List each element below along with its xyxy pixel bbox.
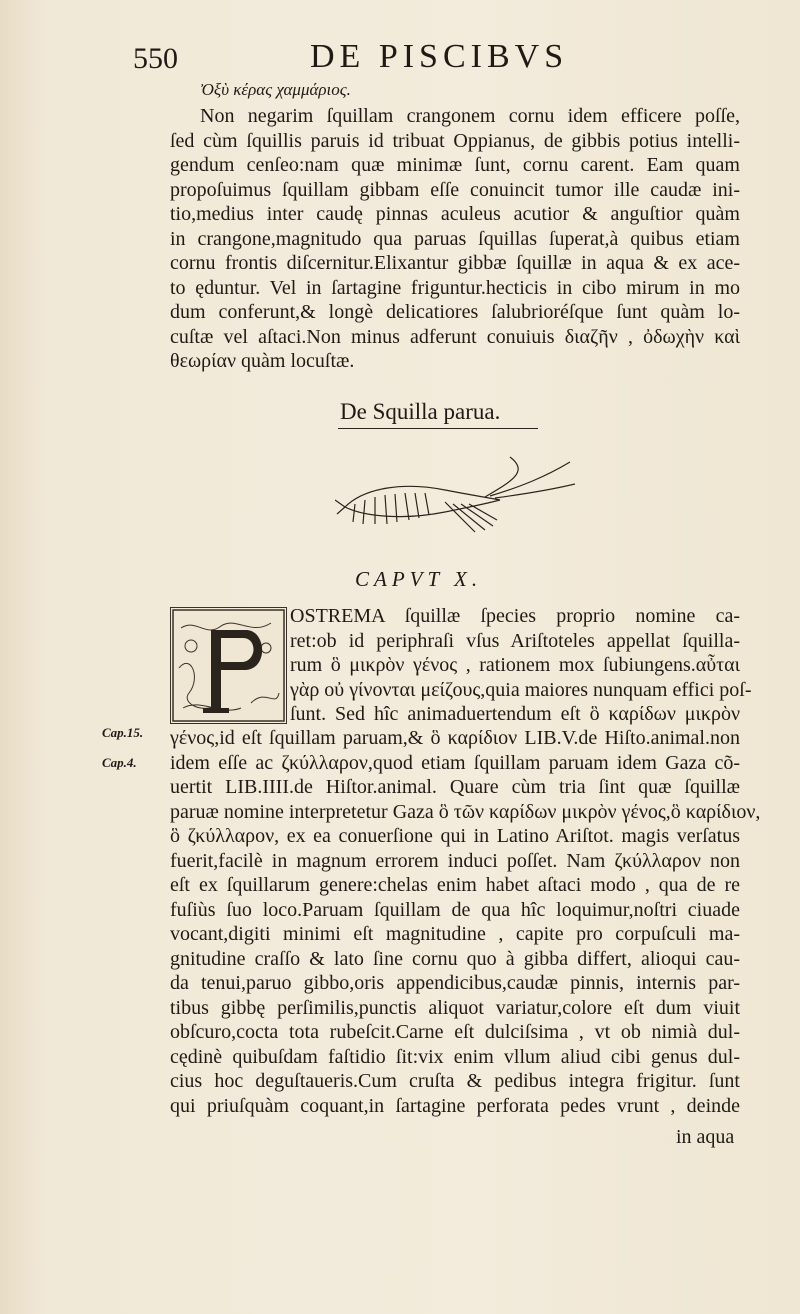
text-line: ſunt. Sed hîc animaduertendum eſt ὃ καρίδων μικρὸν <box>290 703 740 725</box>
text-line: tio,medius inter caudę pinnas aculeus acutior & anguſtior quàm <box>170 203 740 225</box>
running-head: DE PISCIBVS <box>310 38 569 75</box>
decorated-initial-p <box>170 607 287 724</box>
text-line: obſcuro,cocta tota rubeſcit.Carne eſt dulciſsima , vt ob nimià dul- <box>170 1021 740 1043</box>
section-title: De Squilla parua. <box>340 399 501 424</box>
text-line: to ęduntur. Vel in ſartagine friguntur.hecticis in cibo mirum in mo <box>170 276 740 299</box>
text-line: in crangone,magnitudo qua paruas ſquillas ſuperat,à quibus etiam <box>170 227 740 250</box>
text-line: gendum cenſeo:nam quæ minimæ ſunt, cornu carent. Eam quam <box>170 154 740 176</box>
text-line: Non negarim ſquillam crangonem cornu idem efficere poſſe, <box>200 105 740 127</box>
text-line: vocant,digiti minimi eſt magnitudine , capite pro corpuſculi ma- <box>170 923 740 945</box>
text-line: ret:ob id periphraſi vſus Ariſtoteles appellat ſquilla- <box>290 629 740 652</box>
text-line: ſed cùm ſquillis paruis id tribuat Oppianus, de gibbis potius intelli- <box>170 129 740 152</box>
text-line: da tenui,paruo gibbo,oris appendicibus,caudæ pinnis, internis par- <box>170 972 740 994</box>
greek-heading: Ὀξὺ κέρας χαμμάριος. <box>200 80 351 99</box>
text-line: idem eſſe ac ζκύλλαρον,quod etiam ſquillam paruam idem Gaza cõ- <box>170 751 740 774</box>
text-line: gnitudine craſſo & lato ſine cornu quo à gibba differt, alioqui cau- <box>170 947 740 970</box>
margin-note: Cap.4. <box>102 755 137 770</box>
page-number: 550 <box>133 42 178 75</box>
catchword: in aqua <box>676 1126 735 1148</box>
text-line: dum conferunt,& longè delicatiores ſalubrioréſque ſunt quàm lo- <box>170 301 740 323</box>
page-header <box>0 38 800 78</box>
text-line: rum ὃ μικρὸν γένος , rationem mox ſubiungens.αὖται <box>290 654 740 676</box>
text-line: fuſiùs ſuo loco.Paruam ſquillam de qua hîc loquimur,noſtri ciuade <box>170 898 740 921</box>
text-line: cuſtæ vel aſtaci.Non minus adferunt conuiuis διαζῆν , ὀδωχὴν καὶ <box>170 325 740 348</box>
text-line: tibus gibbę perſimilis,punctis aliquot variatur,colore eſt dum viuit <box>170 996 740 1019</box>
text-line: θεωρίαν quàm locuſtæ. <box>170 350 355 372</box>
text-line: γὰρ οὐ γίνονται μείζους,quia maiores nunquam effici poſ- <box>290 678 752 701</box>
text-line: propoſuimus ſquillam gibbam eſſe conuincit tumor ille caudæ ini- <box>170 178 740 201</box>
text-line: ὃ ζκύλλαρον, ex ea conuerſione qui in Latino Ariſtot. magis verſatus <box>170 825 740 847</box>
title-rule <box>338 428 538 429</box>
chapter-opening <box>290 604 752 727</box>
text-line: uertit LIB.IIII.de Hiſtor.animal. Quare cùm tria ſint quæ ſquillæ <box>170 776 740 798</box>
text-line: eſt ex ſquillarum genere:chelas enim habet aſtaci modo , qua de re <box>170 874 740 896</box>
text-line: cius hoc deguſtaueris.Cum cruſta & pedibus integra frigitur. ſunt <box>170 1070 740 1092</box>
margin-note: Cap.15. <box>102 725 144 740</box>
paragraph-1 <box>170 104 740 374</box>
text-line: paruæ nomine interpretetur Gaza ὃ τῶν καρίδων μικρὸν γένος,ὃ καρίδιον, <box>170 800 761 823</box>
text-line: qui priuſquàm coquant,in ſartagine perforata pedes vrunt , deinde <box>170 1094 740 1117</box>
shrimp-illustration <box>335 452 575 552</box>
text-line: cornu frontis diſcernitur.Elixantur gibbæ ſquillæ in aqua & ex ace- <box>170 252 740 274</box>
chapter-heading: CAPVT X. <box>355 567 483 591</box>
text-line: OSTREMA ſquillæ ſpecies proprio nomine ca- <box>290 605 740 627</box>
text-line: cędinè quibuſdam faſtidio ſit:vix enim vllum aliud cibi genus dul- <box>170 1045 740 1068</box>
text-line: γένος,id eſt ſquillam paruam,& ὃ καρίδιον LIB.V.de Hiſto.animal.non <box>170 727 740 749</box>
paragraph-2 <box>170 726 761 1118</box>
text-line: fuerit,facilè in magnum errorem induci poſſet. Nam ζκύλλαρον non <box>170 849 740 872</box>
